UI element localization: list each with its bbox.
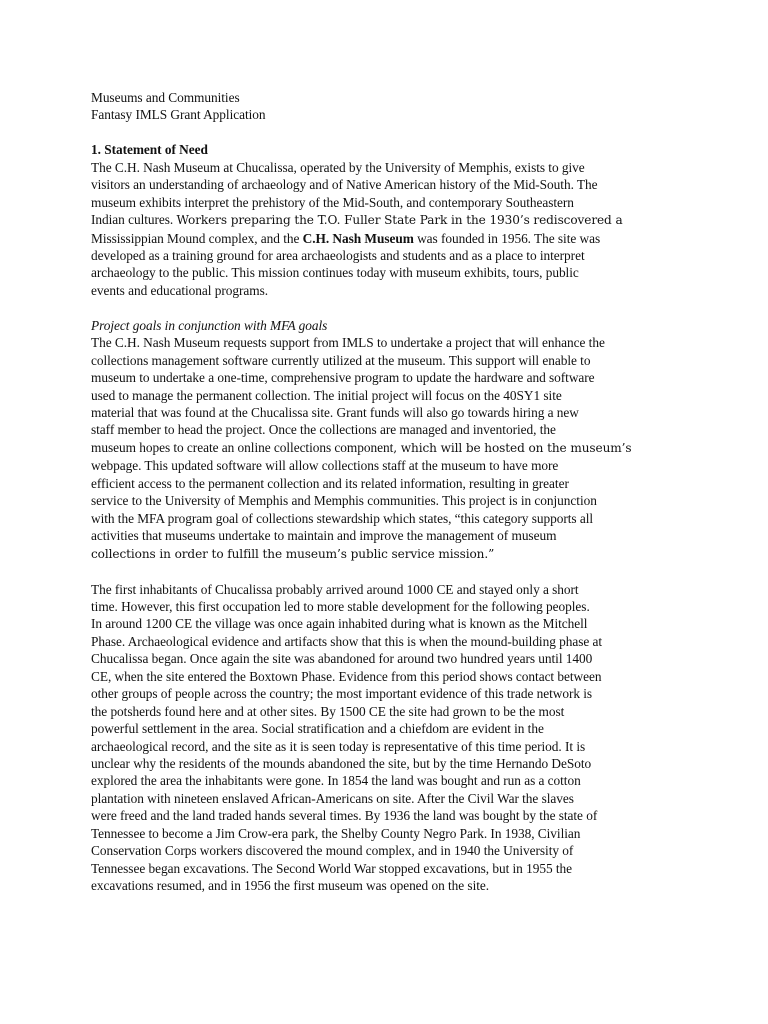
text-line: In around 1200 CE the village was once again inhabited during what is known as the Mitchell: [91, 616, 588, 632]
text-line: explored the area the inhabitants were gone. In 1854 the land was bought and run as a cotton: [91, 773, 581, 789]
text-line: Tennessee to become a Jim Crow-era park, the Shelby County Negro Park. In 1938, Civilian: [91, 825, 581, 841]
text-line: collections in order to fulfill the museum’s public service mission.”: [91, 546, 495, 561]
text-line: museum exhibits interpret the prehistory of the Mid-South, and contemporary Southeastern: [91, 194, 574, 210]
paragraph-project-goals: [91, 334, 687, 563]
document-page: [91, 89, 687, 895]
text-line: efficient access to the permanent collection and its related information, resulting in greater: [91, 475, 569, 491]
spacer: [91, 124, 687, 141]
text-line: service to the University of Memphis and Memphis communities. This project is in conjunction: [91, 493, 597, 509]
spacer: [91, 563, 687, 580]
text-line: Chucalissa began. Once again the site was abandoned for around two hundred years until 1400: [91, 651, 593, 667]
text-line: other groups of people across the country; the most important evidence of this trade network is: [91, 686, 593, 702]
text-line: unclear why the residents of the mounds abandoned the site, but by the time Hernando DeSoto: [91, 756, 592, 772]
text-line: museum to undertake a one-time, comprehensive program to update the hardware and software: [91, 370, 595, 386]
text-line: material that was found at the Chucalissa site. Grant funds will also go towards hiring a new: [91, 405, 579, 421]
text-line: collections management software currently utilized at the museum. This support will enable to: [91, 352, 591, 368]
museum-name-bold: C.H. Nash Museum: [302, 230, 414, 246]
text-line: The C.H. Nash Museum at Chucalissa, operated by the University of Memphis, exists to give: [91, 159, 585, 175]
section-heading-project-goals: Project goals in conjunction with MFA goals: [91, 317, 328, 333]
text-line: activities that museums undertake to maintain and improve the management of museum: [91, 528, 557, 544]
text-line: events and educational programs.: [91, 282, 268, 298]
text-line: excavations resumed, and in 1956 the first museum was opened on the site.: [91, 878, 490, 894]
text-line: Indian cultures. Workers preparing the T.O. Fuller State Park in the 1930’s rediscovered a: [91, 212, 623, 228]
text-line: the potsherds found here and at other sites. By 1500 CE the site had grown to be the most: [91, 703, 565, 719]
text-line: time. However, this first occupation led to more stable development for the following peoples.: [91, 598, 590, 614]
text-line: archaeological record, and the site as it is seen today is representative of this time period. It is: [91, 738, 586, 754]
text-line: staff member to head the project. Once the collections are managed and inventoried, the: [91, 422, 556, 438]
text-line: archaeology to the public. This mission continues today with museum exhibits, tours, public: [91, 265, 579, 281]
text-line: webpage. This updated software will allow collections staff at the museum to have more: [91, 458, 559, 474]
section-heading-statement-of-need: 1. Statement of Need: [91, 142, 208, 158]
text-line: visitors an understanding of archaeology and of Native American history of the Mid-South. The: [91, 177, 598, 193]
text-line: The first inhabitants of Chucalissa probably arrived around 1000 CE and stayed only a short: [91, 581, 579, 597]
text-line: Phase. Archaeological evidence and artifacts show that this is when the mound-building phase at: [91, 633, 603, 649]
text-line: used to manage the permanent collection. The initial project will focus on the 40SY1 site: [91, 387, 562, 403]
document-title: Museums and Communities: [91, 90, 240, 105]
text-line: with the MFA program goal of collections stewardship which states, “this category supports all: [91, 510, 594, 526]
text-line: museum hopes to create an online collections component, which will be hosted on the museum’s: [91, 439, 632, 455]
text-line: The C.H. Nash Museum requests support from IMLS to undertake a project that will enhance the: [91, 335, 605, 351]
text-line: powerful settlement in the area. Social stratification and a chiefdom are evident in the: [91, 721, 544, 737]
text-line: were freed and the land traded hands several times. By 1936 the land was bought by the state of: [91, 808, 598, 824]
text-line: Conservation Corps workers discovered the mound complex, and in 1940 the University of: [91, 843, 574, 859]
paragraph-statement-of-need: [91, 159, 687, 300]
text-line: plantation with nineteen enslaved African-Americans on site. After the Civil War the slaves: [91, 790, 574, 806]
spacer: [91, 299, 687, 316]
paragraph-history: [91, 581, 687, 895]
text-line: Mississippian Mound complex, and the C.H. Nash Museum was founded in 1956. The site was: [91, 230, 601, 246]
document-subtitle: Fantasy IMLS Grant Application: [91, 107, 266, 123]
text-line: CE, when the site entered the Boxtown Phase. Evidence from this period shows contact between: [91, 668, 602, 684]
text-line: Tennessee began excavations. The Second World War stopped excavations, but in 1955 the: [91, 860, 573, 876]
text-line: developed as a training ground for area archaeologists and students and as a place to interpret: [91, 248, 585, 264]
